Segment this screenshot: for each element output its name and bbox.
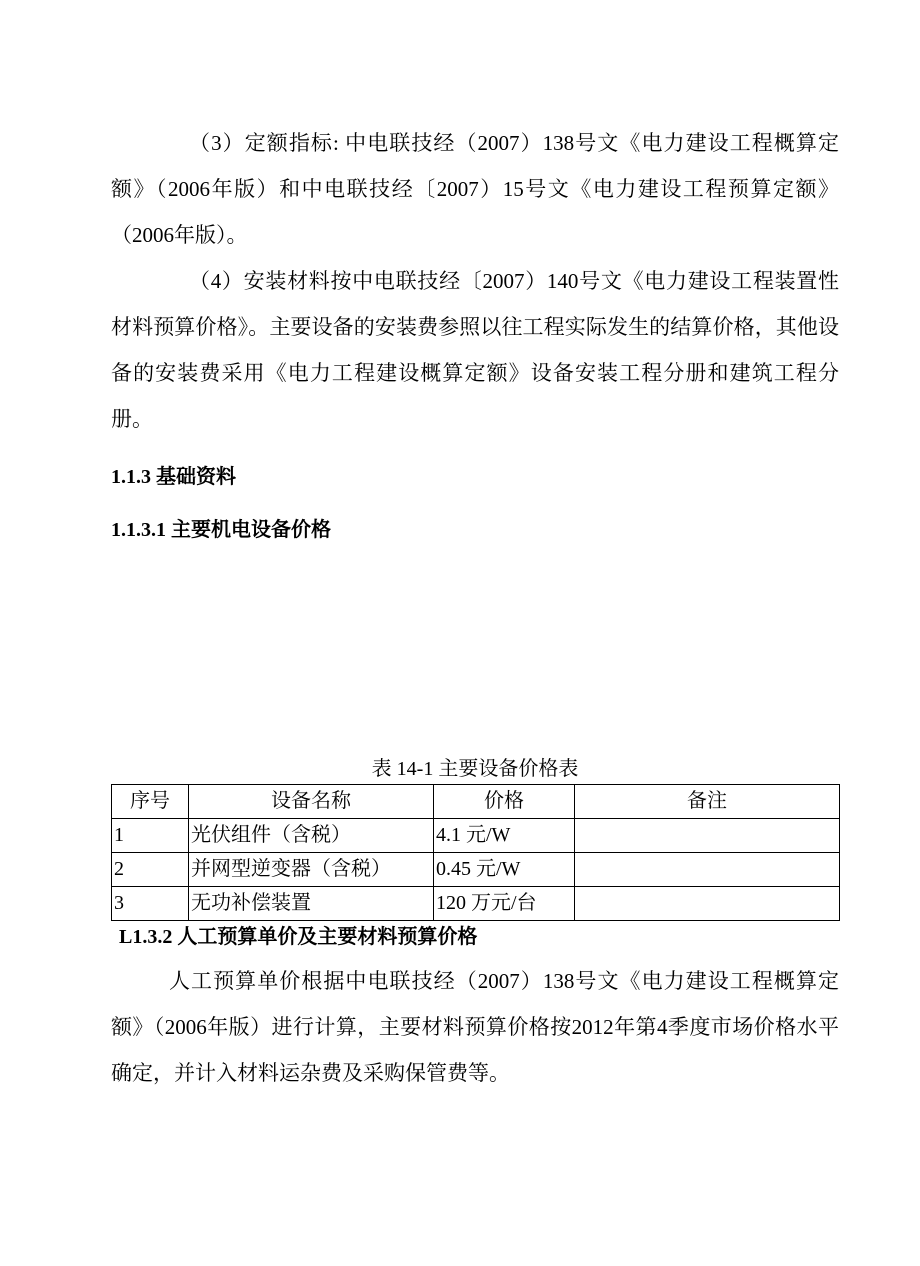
cell-price: 0.45 元/W [434, 853, 575, 887]
cell-equipment-name: 无功补偿装置 [189, 887, 434, 921]
header-cell-equipment-name: 设备名称 [189, 785, 434, 819]
cell-remarks [575, 853, 840, 887]
section-heading-basic-data: 1.1.3 基础资料 [111, 466, 236, 488]
table-caption: 表 14-1 主要设备价格表 [371, 758, 579, 780]
cell-remarks [575, 819, 840, 853]
cell-remarks [575, 887, 840, 921]
cell-number: 2 [112, 853, 189, 887]
table-row [112, 819, 840, 853]
table-row [112, 887, 840, 921]
cell-number: 1 [112, 819, 189, 853]
header-cell-price: 价格 [434, 785, 575, 819]
cell-equipment-name: 光伏组件（含税） [189, 819, 434, 853]
cell-price: 120 万元/台 [434, 887, 575, 921]
table-row [112, 853, 840, 887]
table-header-row [112, 785, 840, 819]
cell-equipment-name: 并网型逆变器（含税） [189, 853, 434, 887]
cell-number: 3 [112, 887, 189, 921]
paragraph-labor-unit-price: 人工预算单价根据中电联技经（2007）138号文《电力建设工程概算定额》（2006年版）进行计算，主要材料预算价格按2012年第4季度市场价格水平确定，并计入材料运杂费及采购保管费等。 [111, 969, 839, 1085]
paragraph-installation-materials: （4）安装材料按中电联技经〔2007）140号文《电力建设工程装置性材料预算价格》。主要设备的安装费参照以往工程实际发生的结算价格，其他设备的安装费采用《电力工程建设概算定额》设备安装工程分册和建筑工程分册。 [111, 269, 839, 431]
section-heading-equipment-prices: 1.1.3.1 主要机电设备价格 [111, 519, 331, 541]
equipment-price-table [111, 784, 840, 921]
header-cell-number: 序号 [112, 785, 189, 819]
paragraph-quota-indicators: （3）定额指标: 中电联技经（2007）138号文《电力建设工程概算定额》（2006年版）和中电联技经〔2007）15号文《电力建设工程预算定额》（2006年版）。 [111, 131, 839, 247]
cell-price: 4.1 元/W [434, 819, 575, 853]
section-heading-labor-material-prices: L1.3.2 人工预算单价及主要材料预算价格 [119, 926, 478, 948]
header-cell-remarks: 备注 [575, 785, 840, 819]
